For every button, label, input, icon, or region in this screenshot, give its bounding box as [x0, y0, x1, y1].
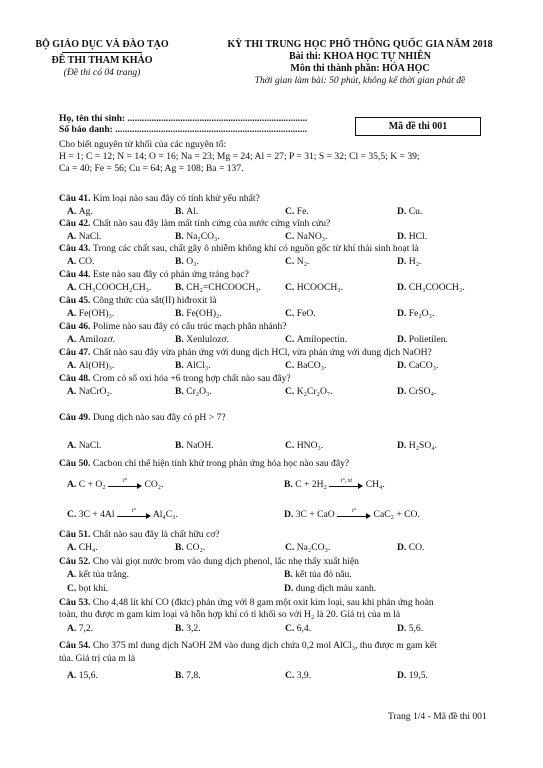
q43-option-c[interactable] [285, 256, 309, 268]
products: CH₄. [365, 479, 385, 490]
option-text: CH₃COOCH₂CH₃. [78, 282, 152, 293]
option-text: Al. [186, 206, 199, 217]
option-letter: A. [67, 542, 79, 553]
option-text: dung dịch màu xanh. [295, 583, 377, 594]
reaction-condition: t° [122, 477, 128, 484]
option-letter: A. [67, 670, 79, 681]
option-text: Fe₂O₃. [408, 308, 435, 319]
q49-option-d[interactable] [397, 440, 437, 452]
time-note: Thời gian làm bài: 50 phút, không kể thời gian phát đề [254, 75, 466, 86]
option-letter: B. [175, 623, 187, 634]
q50-option-a[interactable] [67, 479, 164, 491]
question-43 [59, 243, 419, 255]
option-letter: B. [175, 256, 187, 267]
option-text: Polietilen. [408, 334, 448, 345]
question-number: Câu 43. [59, 243, 93, 254]
option-letter: A. [67, 308, 79, 319]
option-text: CO₂. [186, 542, 206, 553]
option-text: 5,6. [408, 623, 424, 634]
option-text: kết tủa đỏ nâu. [295, 569, 352, 580]
option-text: 3,9. [296, 670, 312, 681]
question-number: Câu 47. [59, 347, 93, 358]
question-number: Câu 54. [59, 640, 91, 651]
option-letter: D. [397, 231, 409, 242]
question-number: Câu 52. [59, 556, 91, 567]
option-letter: B. [175, 206, 187, 217]
question-number: Câu 53. [59, 597, 91, 608]
option-letter: B. [175, 282, 187, 293]
question-number: Câu 49. [59, 412, 93, 423]
question-44 [59, 269, 249, 281]
q48-option-d[interactable] [397, 386, 436, 398]
q46-option-c[interactable] [285, 334, 347, 346]
option-text: bọt khí. [78, 583, 109, 594]
q47-option-c[interactable] [285, 360, 326, 372]
option-letter: A. [67, 440, 79, 451]
option-letter: C. [285, 542, 297, 553]
option-letter: D. [397, 282, 409, 293]
pages-note: (Đề thi có 04 trang) [63, 67, 141, 78]
question-text: Dung dịch nào sau đây có pH > 7? [92, 412, 226, 423]
q51-option-d[interactable] [397, 542, 424, 554]
q53-option-a[interactable] [67, 623, 93, 635]
option-text: Na₂CO₃. [296, 542, 331, 553]
option-text: HNO₃. [296, 440, 324, 451]
q47-option-a[interactable] [67, 360, 114, 372]
option-letter: B. [175, 542, 187, 553]
subject-name: Môn thi thành phần: HÓA HỌC [290, 63, 430, 74]
question-49 [59, 412, 226, 424]
question-52 [59, 556, 359, 568]
q52-option-d[interactable] [284, 583, 376, 595]
option-letter: A. [67, 623, 79, 634]
option-text: CH₃COOCH₃. [408, 282, 465, 293]
option-letter: C. [285, 360, 297, 371]
question-text: Crom có số oxi hóa +6 trong hợp chất nào sau đây? [92, 373, 291, 384]
q43-option-a[interactable] [67, 256, 94, 268]
q52-option-c[interactable] [67, 583, 108, 595]
option-text: N₂. [296, 256, 310, 267]
ministry-name: BỘ GIÁO DỤC VÀ ĐÀO TẠO [35, 39, 169, 50]
option-text: NaCrO₂. [78, 386, 113, 397]
option-letter: C. [67, 583, 77, 594]
question-text: Cho 4,48 lít khí CO (đktc) phản ứng với 8 gam một oxit kim loại, sau khi phản ứng hoàn [92, 597, 434, 608]
atomic-mass-intro: Cho biết nguyên tử khối của các nguyên tố: [59, 139, 227, 150]
q41-option-a[interactable] [67, 206, 93, 218]
option-text: kết tủa trắng. [78, 569, 130, 580]
option-letter: A. [67, 231, 79, 242]
question-45 [59, 295, 217, 307]
option-text: Ag. [78, 206, 93, 217]
option-letter: A. [67, 569, 77, 580]
q50-option-c[interactable] [67, 509, 178, 521]
option-letter: C. [285, 623, 297, 634]
option-letter: B. [175, 386, 187, 397]
option-text: CO. [78, 256, 95, 267]
option-letter: B. [175, 670, 187, 681]
q44-option-a[interactable] [67, 282, 151, 294]
q50-option-b[interactable] [284, 479, 385, 491]
option-text: HCl. [408, 231, 428, 242]
exam-code-box: Mã đề thi 001 [355, 117, 481, 136]
q46-option-d[interactable] [397, 334, 448, 346]
option-letter: B. [175, 440, 187, 451]
q45-option-c[interactable] [285, 308, 316, 320]
q42-option-d[interactable] [397, 231, 427, 243]
q47-option-b[interactable] [175, 360, 211, 372]
subject-group: Bài thi: KHOA HỌC TỰ NHIÊN [289, 51, 431, 62]
option-letter: D. [397, 623, 409, 634]
option-letter: C. [285, 670, 297, 681]
question-number: Câu 46. [59, 321, 93, 332]
option-letter: A. [67, 360, 79, 371]
option-text: NaCl. [78, 440, 102, 451]
option-text: CaCO₃. [408, 360, 439, 371]
option-text: 15,6. [78, 670, 98, 681]
q45-option-a[interactable] [67, 308, 114, 320]
option-text: CO. [408, 542, 425, 553]
option-letter: B. [284, 479, 293, 490]
atomic-mass-line-1: H = 1; C = 12; N = 14; O = 16; Na = 23; Mg = 24; Al = 27; P = 31; S = 32; Cl = 35,5; K = 39; [59, 151, 420, 162]
reaction-arrow-icon [108, 477, 142, 490]
exam-title: KỲ THI TRUNG HỌC PHỔ THÔNG QUỐC GIA NĂM 2018 [227, 39, 493, 50]
q41-option-c[interactable] [285, 206, 309, 218]
option-text: HCOOCH₃. [296, 282, 343, 293]
q45-option-b[interactable] [175, 308, 222, 320]
question-number: Câu 41. [59, 193, 93, 204]
reaction-condition: t°, xt [340, 477, 353, 484]
option-text: AlCl₃. [186, 360, 211, 371]
q54-option-a[interactable] [67, 670, 98, 682]
question-text: Chất nào sau đây vừa phản ứng với dung dịch HCl, vừa phản ứng với dung dịch NaOH? [92, 347, 432, 358]
option-text: Cr₂O₃. [186, 386, 212, 397]
option-text: 19,5. [408, 670, 428, 681]
exam-type: ĐỀ THI THAM KHẢO [51, 55, 153, 66]
reactants: C + 2H₂ [295, 479, 327, 490]
option-letter: B. [284, 569, 293, 580]
reactants: 3C + 4Al [78, 509, 115, 520]
option-text: CH₄. [78, 542, 98, 553]
option-letter: A. [67, 282, 79, 293]
question-number: Câu 48. [59, 373, 93, 384]
q43-option-b[interactable] [175, 256, 199, 268]
question-number: Câu 51. [59, 529, 91, 540]
q54-option-d[interactable] [397, 670, 428, 682]
q51-option-c[interactable] [285, 542, 330, 554]
option-letter: D. [397, 308, 409, 319]
reactants: 3C + CaO [295, 509, 335, 520]
option-text: H₂SO₄. [408, 440, 438, 451]
q48-option-a[interactable] [67, 386, 112, 398]
option-letter: D. [397, 386, 409, 397]
reactants: C + O₂ [78, 479, 106, 490]
option-text: Fe. [296, 206, 309, 217]
q42-option-a[interactable] [67, 231, 101, 243]
question-number: Câu 45. [59, 295, 93, 306]
q53-option-c[interactable] [285, 623, 311, 635]
option-text: BaCO₃. [296, 360, 327, 371]
products: CaC₂ + CO. [373, 509, 420, 520]
option-text: Xenlulozơ. [186, 334, 229, 345]
option-text: O₃. [186, 256, 199, 267]
option-letter: C. [285, 282, 297, 293]
option-letter: D. [397, 670, 409, 681]
q48-option-b[interactable] [175, 386, 212, 398]
option-letter: D. [397, 334, 409, 345]
q41-option-d[interactable] [397, 206, 422, 218]
products: Al₄C₃. [152, 509, 178, 520]
q49-option-a[interactable] [67, 440, 101, 452]
option-letter: D. [284, 583, 294, 594]
option-letter: C. [285, 334, 297, 345]
reaction-condition: t° [131, 507, 136, 514]
question-text: Kim loại nào sau đây có tính khử yếu nhất? [92, 193, 260, 204]
q54-option-b[interactable] [175, 670, 201, 682]
option-text: 7,2. [78, 623, 94, 634]
q47-option-d[interactable] [397, 360, 438, 372]
option-text: Fe(OH)₃. [78, 308, 115, 319]
q46-option-b[interactable] [175, 334, 229, 346]
question-text: Este nào sau đây có phản ứng tráng bạc? [92, 269, 249, 280]
question-text: Công thức của sắt(II) hiđroxit là [92, 295, 217, 306]
page-footer: Trang 1/4 - Mã đề thi 001 [388, 711, 487, 722]
q49-option-b[interactable] [175, 440, 214, 452]
header-underline-left [62, 52, 142, 53]
option-letter: C. [285, 256, 297, 267]
option-letter: A. [67, 206, 79, 217]
question-text: Trong các chất sau, chất gây ô nhiễm không khí có nguồn gốc từ khí thải sinh hoạt là [92, 243, 419, 254]
option-text: FeO. [296, 308, 316, 319]
question-53 [59, 597, 434, 609]
q44-option-b[interactable] [175, 282, 261, 294]
option-letter: D. [397, 206, 409, 217]
option-text: CrSO₄. [408, 386, 437, 397]
question-number: Câu 50. [59, 458, 91, 469]
option-text: H₂. [408, 256, 422, 267]
q52-option-a[interactable] [67, 569, 129, 581]
reaction-arrow-icon [117, 507, 151, 520]
question-48 [59, 373, 291, 385]
option-text: Fe(OH)₂. [186, 308, 222, 319]
option-letter: B. [175, 231, 187, 242]
question-number: Câu 44. [59, 269, 93, 280]
question-text: Chất nào sau đây là chất hữu cơ? [92, 529, 220, 540]
q50-option-d[interactable] [284, 509, 420, 521]
option-letter: D. [397, 256, 409, 267]
question-text: Chất nào sau đây làm mất tính cứng của nước cứng vĩnh cửu? [92, 218, 331, 229]
option-text: K₂Cr₂O₇. [296, 386, 333, 397]
option-text: 7,8. [186, 670, 201, 681]
q51-option-a[interactable] [67, 542, 98, 554]
option-letter: C. [285, 386, 297, 397]
option-text: NaNO₃. [296, 231, 328, 242]
q51-option-b[interactable] [175, 542, 205, 554]
q44-option-c[interactable] [285, 282, 343, 294]
option-letter: C. [285, 206, 297, 217]
option-letter: D. [397, 360, 409, 371]
candidate-id: Số báo danh: ................................................................................ [59, 124, 308, 135]
q52-option-b[interactable] [284, 569, 352, 581]
question-51 [59, 529, 220, 541]
candidate-name: Họ, tên thí sinh: ........................................................................... [59, 113, 308, 124]
option-letter: D. [284, 509, 294, 520]
option-text: Al(OH)₃. [78, 360, 115, 371]
option-letter: C. [67, 509, 77, 520]
option-text: Amilopectin. [296, 334, 348, 345]
option-letter: B. [175, 334, 187, 345]
option-letter: A. [67, 256, 79, 267]
q42-option-c[interactable] [285, 231, 328, 243]
option-text: 3,2. [186, 623, 201, 634]
products: CO₂. [144, 479, 164, 490]
q53-option-d[interactable] [397, 623, 423, 635]
option-letter: C. [285, 308, 297, 319]
question-text: Cho vài giọt nước brom vào dung dịch phenol, lắc nhẹ thấy xuất hiện [92, 556, 359, 567]
option-letter: C. [285, 231, 297, 242]
question-42 [59, 218, 330, 230]
q54-option-c[interactable] [285, 670, 311, 682]
q45-option-d[interactable] [397, 308, 434, 320]
reaction-arrow-icon [337, 507, 371, 520]
q43-option-d[interactable] [397, 256, 421, 268]
q44-option-d[interactable] [397, 282, 465, 294]
q49-option-c[interactable] [285, 440, 323, 452]
question-47 [59, 347, 432, 359]
option-letter: D. [397, 542, 409, 553]
q53-option-b[interactable] [175, 623, 201, 635]
q42-option-b[interactable] [175, 231, 220, 243]
q41-option-b[interactable] [175, 206, 198, 218]
option-text: Na₂CO₃. [186, 231, 220, 242]
q48-option-c[interactable] [285, 386, 333, 398]
option-letter: C. [285, 440, 297, 451]
question-text: Cho 375 ml dung dịch NaOH 2M vào dung dịch chứa 0,2 mol AlCl₃, thu được m gam kết [92, 640, 437, 651]
option-text: CH₂=CHCOOCH₃. [186, 282, 261, 293]
option-text: Cu. [408, 206, 423, 217]
option-letter: D. [397, 440, 409, 451]
option-text: NaOH. [186, 440, 214, 451]
question-text: Cacbon chỉ thể hiện tính khử trong phản ứng hóa học nào sau đây? [92, 458, 350, 469]
option-letter: B. [175, 360, 187, 371]
question-text: Polime nào sau đây có cấu trúc mạch phân nhánh? [92, 321, 287, 332]
question-50 [59, 458, 349, 470]
option-letter: A. [67, 386, 79, 397]
atomic-mass-line-2: Ca = 40; Fe = 56; Cu = 64; Ag = 108; Ba = 137. [59, 163, 244, 174]
option-letter: A. [67, 479, 77, 490]
question-54 [59, 640, 437, 652]
option-text: Amilozơ. [78, 334, 115, 345]
question-46 [59, 321, 287, 333]
option-text: 6,4. [296, 623, 312, 634]
q46-option-a[interactable] [67, 334, 115, 346]
reaction-condition: t° [352, 507, 357, 514]
option-letter: A. [67, 334, 79, 345]
option-text: NaCl. [78, 231, 102, 242]
question-41 [59, 193, 260, 205]
option-letter: B. [175, 308, 187, 319]
reaction-arrow-icon [329, 477, 363, 490]
question-53-line-2: toàn, thu được m gam kim loại và hỗn hợp khí có tỉ khối so với H₂ là 20. Giá trị của m là [59, 609, 401, 620]
question-number: Câu 42. [59, 218, 93, 229]
question-54-line-2: tủa. Giá trị của m là [59, 653, 136, 664]
